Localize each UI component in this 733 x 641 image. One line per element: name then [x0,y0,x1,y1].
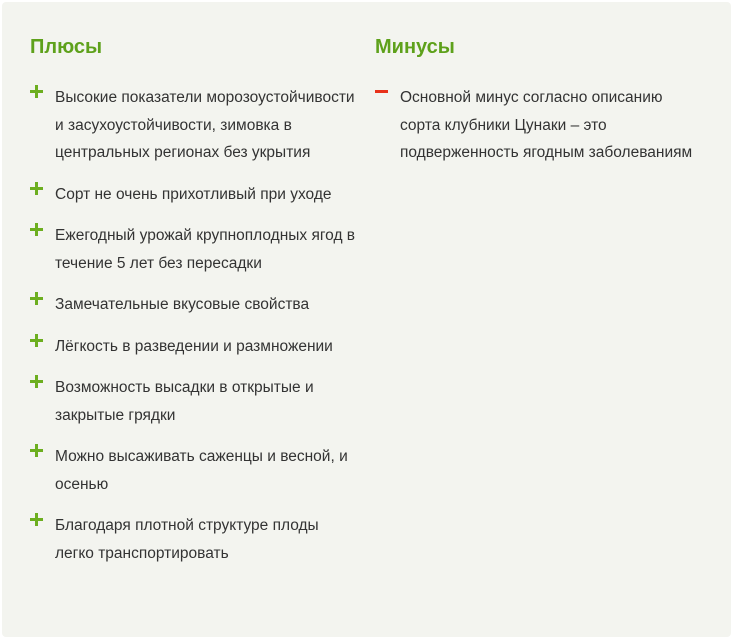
pros-item [30,84,360,167]
pros-item [30,181,360,209]
pros-item-text: Сорт не очень прихотливый при уходе [55,185,332,203]
pros-column [30,32,360,581]
minus-icon [375,84,389,111]
pros-item-text: Лёгкость в разведении и размножении [55,337,333,355]
pros-item [30,333,360,361]
pros-item-text: Ежегодный урожай крупноплодных ягод в течение 5 лет без пересадки [55,227,356,272]
pros-title: Плюсы [30,36,103,58]
cons-column [375,32,705,181]
pros-item [30,374,360,429]
pros-item-text: Можно высаживать саженцы и весной, и осенью [55,448,348,493]
plus-icon [30,443,44,470]
pros-item [30,291,360,319]
plus-icon [30,512,44,539]
pros-item [30,443,360,498]
plus-icon [30,333,44,360]
plus-icon [30,84,44,111]
plus-icon [30,374,44,401]
plus-icon [30,291,44,318]
cons-list [375,84,705,167]
pros-item-text: Высокие показатели морозоустойчивости и засухоустойчивости, зимовка в центральных регионах без укрытия [55,89,355,161]
cons-item [375,84,705,167]
pros-item-text: Замечательные вкусовые свойства [55,296,310,313]
pros-item [30,512,360,567]
cons-item-text: Основной минус согласно описанию сорта клубники Цунаки – это подверженность ягодным заболеваниям [400,89,693,161]
cons-title: Минусы [375,36,455,58]
plus-icon [30,181,44,208]
pros-item-text: Благодаря плотной структуре плоды легко транспортировать [55,517,319,562]
pros-item [30,222,360,277]
pros-cons-card [2,2,731,637]
pros-list [30,84,360,567]
plus-icon [30,222,44,249]
pros-item-text: Возможность высадки в открытые и закрытые грядки [55,379,314,424]
